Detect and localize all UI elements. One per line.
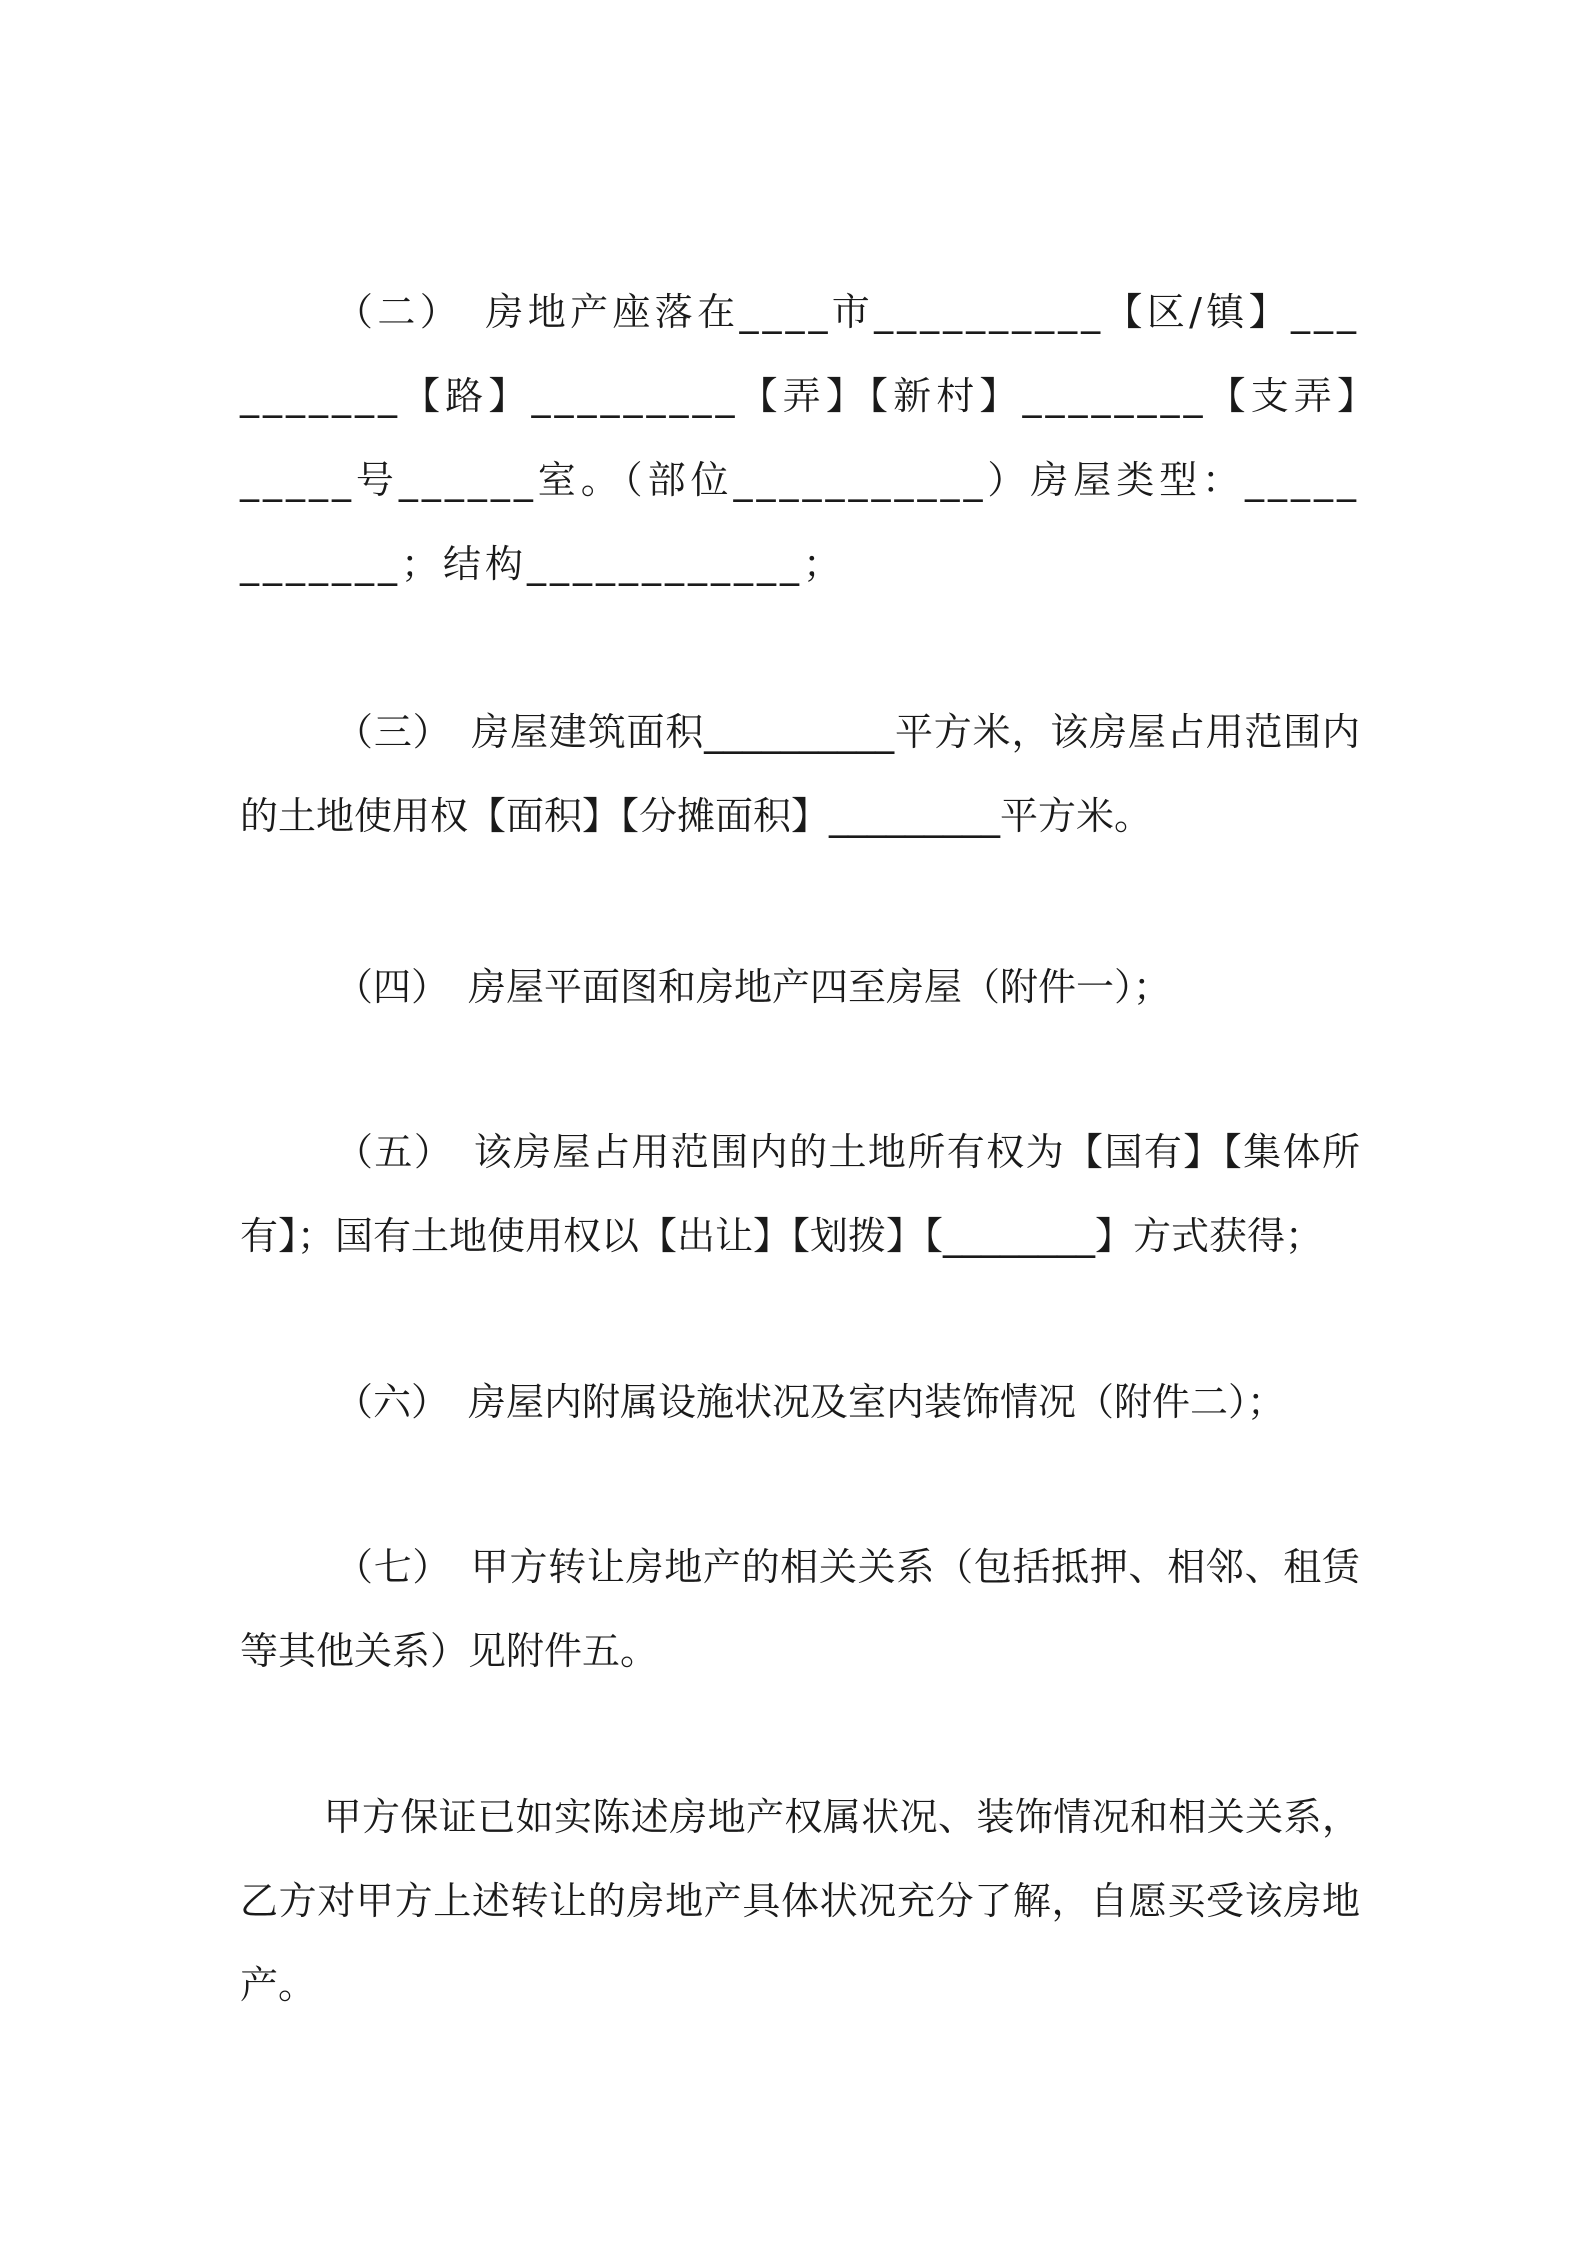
seller-guarantee: 甲方保证已如实陈述房地产权属状况、装饰情况和相关关系，乙方对甲方上述转让的房地产具体状况充分了解，自愿买受该房地产。 — [240, 1795, 1360, 2007]
clause-7-relations: （七） 甲方转让房地产的相关关系（包括抵押、相邻、租赁等其他关系）见附件五。 — [240, 1545, 1360, 1673]
clause-5-land-ownership: （五） 该房屋占用范围内的土地所有权为【国有】【集体所有】；国有土地使用权以【出让】【划拨】【________】方式获得； — [240, 1130, 1360, 1258]
clause-2-location: （二） 房地产座落在____市__________【区/镇】__________【路】_________【弄】【新村】________【支弄】_____号______室。（部位___________）房屋类型：____________；结构____________； — [240, 290, 1360, 586]
clause-6-facilities: （六） 房屋内附属设施状况及室内装饰情况（附件二）； — [335, 1380, 1286, 1424]
clause-4-floor-plan: （四） 房屋平面图和房地产四至房屋（附件一）； — [335, 965, 1172, 1009]
clause-3-area: （三） 房屋建筑面积__________平方米，该房屋占用范围内的土地使用权【面积】【分摊面积】_________平方米。 — [240, 710, 1360, 838]
